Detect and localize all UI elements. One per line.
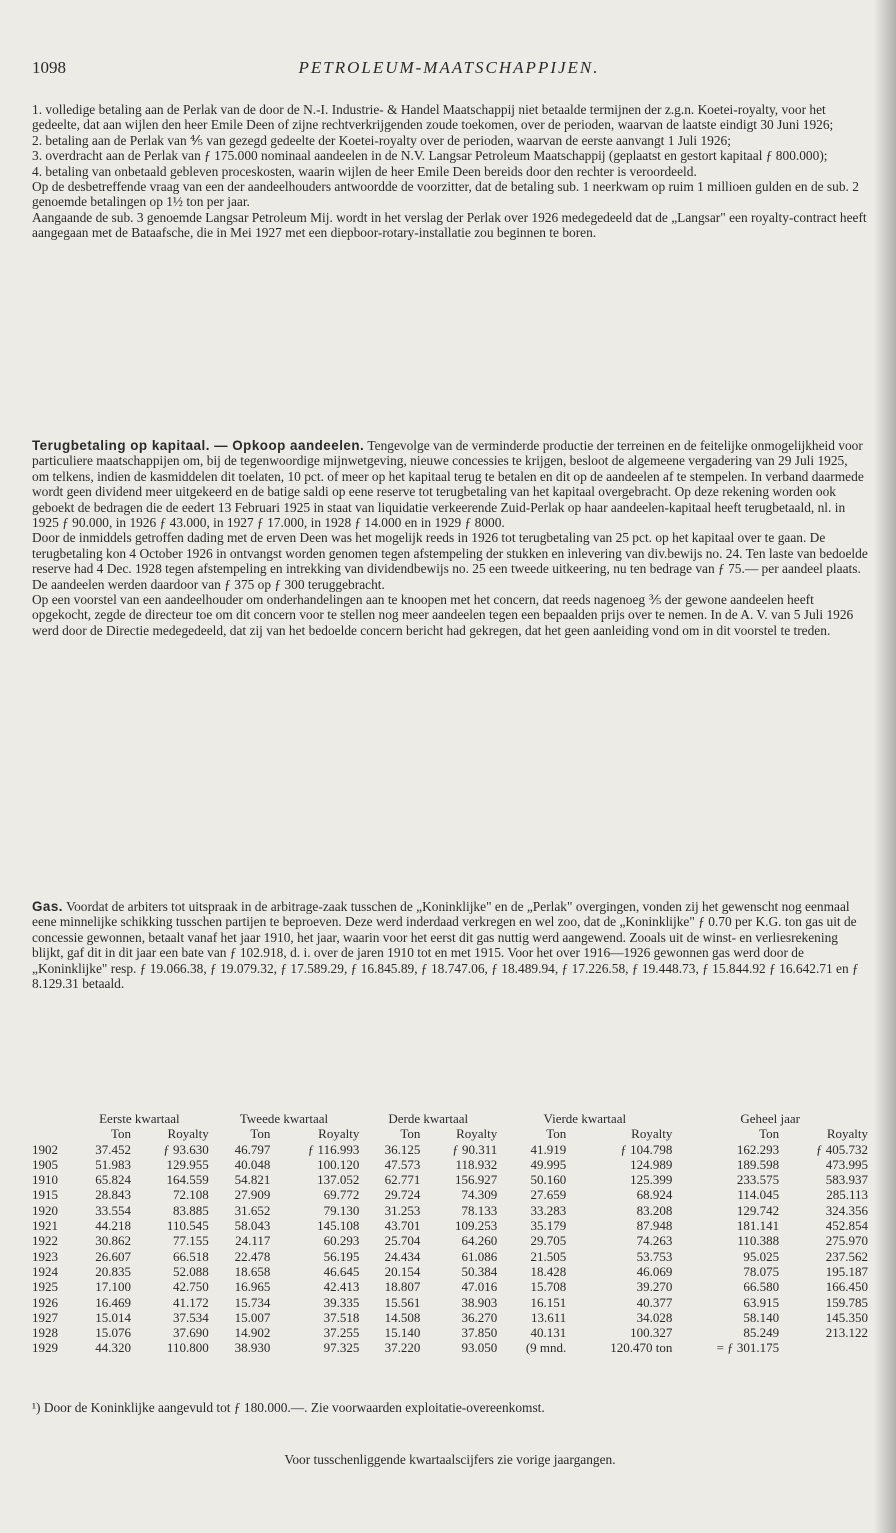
table-cell: 87.948 xyxy=(636,1218,673,1234)
table-sub-header-row xyxy=(32,1126,868,1141)
table-cell: 21.505 xyxy=(530,1248,567,1264)
table-cell: 22.478 xyxy=(234,1248,271,1264)
year-cell: 1922 xyxy=(32,1233,58,1249)
table-row xyxy=(32,1142,868,1157)
table-cell: 24.117 xyxy=(235,1233,271,1249)
table-cell: 36.270 xyxy=(461,1309,498,1325)
table-cell: 64.260 xyxy=(461,1233,498,1249)
footnote-2: Voor tusschenliggende kwartaalscijfers zie vorige jaargangen. xyxy=(284,1452,616,1467)
intro-item-2: 2. betaling aan de Perlak van ⅘ van gezegd gedeelte der Koetei-royalty over de perioden, waarvan de eerste aanvangt 1 Juli 1926; xyxy=(32,132,731,148)
table-cell: 195.187 xyxy=(825,1263,868,1279)
year-cell: 1928 xyxy=(32,1325,58,1341)
table-cell: 69.772 xyxy=(323,1187,360,1203)
table-row xyxy=(32,1157,868,1172)
table-cell: 85.249 xyxy=(743,1325,780,1341)
table-cell: 159.785 xyxy=(825,1294,868,1310)
table-row xyxy=(32,1203,868,1218)
page-title: PETROLEUM-MAATSCHAPPIJEN. xyxy=(298,58,600,77)
table-cell: 74.263 xyxy=(636,1233,673,1249)
table-cell: 54.821 xyxy=(234,1172,271,1188)
table-cell: 118.932 xyxy=(455,1156,498,1172)
table-cell: 452.854 xyxy=(825,1218,868,1234)
terugbetaling-paragraph-1 xyxy=(32,438,868,530)
year-cell: 1925 xyxy=(32,1279,58,1295)
group-header: Derde kwartaal xyxy=(388,1111,469,1126)
year-cell: 1924 xyxy=(32,1263,58,1279)
table-cell: 15.561 xyxy=(384,1294,421,1310)
table-cell: 43.701 xyxy=(384,1218,421,1234)
table-cell: 18.428 xyxy=(530,1263,567,1279)
terugbetaling-paragraph-2: Door de inmiddels getroffen dading met de erven Deen was het mogelijk reeds in 1926 tot terugbetaling van 25 pct. op het kapitaal over te gaan. De terugbetaling kon 4 October 1926 in ontvangst worden genomen tegen afstempeling der stukken en inlevering van div.bewijs no. 24. Ten laste van bedoelde reserve had 4 Dec. 1928 tegen afstempeling en intrekking van dividendbewijs no. 25 een tweede uitkeering, nu ten bedrage van ƒ 75.— per aandeel plaats. De aandeelen werden daardoor van ƒ 375 op ƒ 300 teruggebracht. xyxy=(32,530,868,592)
table-cell: 62.771 xyxy=(384,1172,421,1188)
table-cell: 14.508 xyxy=(384,1309,421,1325)
table-cell: 275.970 xyxy=(825,1233,868,1249)
footnote-1: ¹) Door de Koninklijke aangevuld tot ƒ 180.000.—. Zie voorwaarden exploitatie-overeenkomst. xyxy=(32,1400,545,1415)
table-cell: 33.283 xyxy=(530,1202,567,1218)
table-cell: 20.835 xyxy=(95,1263,132,1279)
table-cell: 15.014 xyxy=(95,1309,132,1325)
table-cell: 16.965 xyxy=(234,1279,271,1295)
table-cell: 53.753 xyxy=(636,1248,673,1264)
table-cell: = ƒ 301.175 xyxy=(716,1340,780,1356)
table-cell: 137.052 xyxy=(317,1172,360,1188)
table-cell: 15.734 xyxy=(234,1294,271,1310)
table-cell: 58.043 xyxy=(234,1218,271,1234)
royalty-table xyxy=(32,1111,868,1356)
table-cell: 110.545 xyxy=(166,1218,209,1234)
table-group-header-row xyxy=(32,1111,868,1126)
table-cell: 31.253 xyxy=(384,1202,421,1218)
table-cell: 145.350 xyxy=(825,1309,868,1325)
table-cell: ƒ 405.732 xyxy=(816,1141,868,1157)
table-cell: 61.086 xyxy=(461,1248,498,1264)
table-cell: 36.125 xyxy=(384,1141,421,1157)
table-cell: 74.309 xyxy=(461,1187,498,1203)
year-cell: 1902 xyxy=(32,1141,58,1157)
table-cell: 47.573 xyxy=(384,1156,421,1172)
table-cell: 324.356 xyxy=(825,1202,868,1218)
table-cell: 37.534 xyxy=(172,1309,209,1325)
gas-lead: Voordat de arbiters tot uitspraak in de arbitrage-zaak tusschen de „Koninklijke" en de „Perlak" overgingen, vonden zij het gewenscht nog eenmaal eene minnelijke schikking tusschen partijen te beproeven. Deze werd inderdaad verkregen en wel zoo, dat de „Koninklijke" ƒ 0.70 per K.G. ton gas uit de concessie gewonnen, betaalt vanaf het jaar 1910, het jaar, waarin voor het eerst dit gas nuttig werd aangewend. Zooals uit de winst- en verliesrekening blijkt, gaf dit in dit jaar een bate van ƒ 102.918, d. i. over de jaren 1910 tot en met 1915. Voor het over 1916—1926 gewonnen gas werd door de „Koninklijke" resp. ƒ 19.066.38, ƒ 19.079.32, ƒ 17.589.29, ƒ 16.845.89, ƒ 18.747.06, ƒ 18.489.94, ƒ 17.226.58, ƒ 19.448.73, ƒ 15.844.92 ƒ 16.642.71 en ƒ 8.129.31 betaald. xyxy=(32,899,859,992)
table-cell: 120.470 ton xyxy=(610,1340,673,1356)
page-edge-shadow xyxy=(874,0,896,1533)
table-cell: ƒ 93.630 xyxy=(163,1141,209,1157)
table-row xyxy=(32,1295,868,1310)
table-cell: (9 mnd. xyxy=(525,1340,567,1356)
table-cell: 164.559 xyxy=(166,1172,209,1188)
year-cell: 1915 xyxy=(32,1187,58,1203)
table-row xyxy=(32,1325,868,1340)
year-cell: 1927 xyxy=(32,1309,58,1325)
sub-header: Ton xyxy=(759,1126,780,1142)
intro-section xyxy=(32,102,868,241)
table-cell: 78.133 xyxy=(461,1202,498,1218)
table-cell: 50.384 xyxy=(461,1263,498,1279)
year-cell: 1905 xyxy=(32,1156,58,1172)
table-cell: 31.652 xyxy=(234,1202,271,1218)
year-cell: 1923 xyxy=(32,1248,58,1264)
table-cell: 237.562 xyxy=(825,1248,868,1264)
sub-header: Royalty xyxy=(826,1126,868,1142)
table-cell: 13.611 xyxy=(531,1309,567,1325)
intro-item-3: 3. overdracht aan de Perlak van ƒ 175.000 nominaal aandeelen in de N.V. Langsar Petroleum Maatschappij (geplaatst en gestort kapitaal ƒ 800.000); xyxy=(32,148,828,164)
group-header: Tweede kwartaal xyxy=(239,1111,329,1126)
page-header xyxy=(32,60,866,80)
gas-heading: Gas. xyxy=(32,899,64,914)
intro-item-4: 4. betaling van onbetaald gebleven proceskosten, waarin wijlen de heer Emile Deen bereids door den rechter is veroordeeld. xyxy=(32,163,697,179)
table-cell: 37.452 xyxy=(95,1141,132,1157)
year-cell: 1910 xyxy=(32,1172,58,1188)
table-cell: 18.807 xyxy=(384,1279,421,1295)
sub-header: Ton xyxy=(250,1126,271,1142)
table-cell: 15.708 xyxy=(530,1279,567,1295)
table-body xyxy=(32,1142,868,1356)
table-cell: 39.335 xyxy=(323,1294,360,1310)
table-cell: 213.122 xyxy=(825,1325,868,1341)
table-cell: 93.050 xyxy=(461,1340,498,1356)
table-cell: 18.658 xyxy=(234,1263,271,1279)
table-cell: 47.016 xyxy=(461,1279,498,1295)
table-cell: 41.172 xyxy=(172,1294,209,1310)
sub-header: Royalty xyxy=(456,1126,498,1142)
table-cell: 473.995 xyxy=(825,1156,868,1172)
table-cell: 33.554 xyxy=(95,1202,132,1218)
table-cell: 44.218 xyxy=(95,1218,132,1234)
table-cell: 46.797 xyxy=(234,1141,271,1157)
gas-paragraph xyxy=(32,899,868,991)
table-cell: 27.659 xyxy=(530,1187,567,1203)
sub-header: Ton xyxy=(546,1126,567,1142)
intro-item-1: 1. volledige betaling aan de Perlak van de door de N.-I. Industrie- & Handel Maatschappij niet betaalde termijnen der z.g.n. Koetei-royalty, voor het gedeelte, dat aan wijlen den heer Emile Deen of zijne rechtverkrijgenden zoude toekomen, over de perioden, waarvan de laatste eindigt 30 Juni 1926; xyxy=(32,102,834,133)
table-cell: 38.930 xyxy=(234,1340,271,1356)
table-cell: 16.469 xyxy=(95,1294,132,1310)
table-cell: 56.195 xyxy=(323,1248,360,1264)
table-row xyxy=(32,1187,868,1202)
table-cell: 34.028 xyxy=(636,1309,673,1325)
table-cell: 100.120 xyxy=(317,1156,360,1172)
table-cell: 42.413 xyxy=(323,1279,360,1295)
year-cell: 1929 xyxy=(32,1340,58,1356)
table-cell: 83.208 xyxy=(636,1202,673,1218)
gas-section xyxy=(32,899,868,991)
group-header: Geheel jaar xyxy=(740,1111,800,1126)
table-cell: 181.141 xyxy=(736,1218,780,1234)
table-row xyxy=(32,1249,868,1264)
table-cell: 49.995 xyxy=(530,1156,567,1172)
table-cell: 27.909 xyxy=(234,1187,271,1203)
table-cell: ƒ 116.993 xyxy=(307,1141,360,1157)
intro-paragraph-6: Aangaande de sub. 3 genoemde Langsar Petroleum Mij. wordt in het verslag der Perlak over 1926 medegedeeld dat de „Langsar" een royalty-contract heeft aangegaan met de Bataafsche, die in Mei 1927 met een diepboor-rotary-installatie zou beginnen te boren. xyxy=(32,209,867,241)
table-cell: 52.088 xyxy=(172,1263,209,1279)
table-cell: 95.025 xyxy=(743,1248,780,1264)
table-cell: 125.399 xyxy=(630,1172,673,1188)
table-cell: 145.108 xyxy=(317,1218,360,1234)
table-cell: 40.377 xyxy=(636,1294,673,1310)
group-header: Eerste kwartaal xyxy=(99,1111,180,1126)
sub-header: Royalty xyxy=(631,1126,673,1142)
table-cell: 40.131 xyxy=(530,1325,567,1341)
table-cell: 68.924 xyxy=(636,1187,673,1203)
intro-paragraph-5: Op de desbetreffende vraag van een der aandeelhouders antwoordde de voorzitter, dat de betaling sub. 1 neerkwam op ruim 1 millioen gulden en de sub. 2 genoemde betalingen op 1½ ton per jaar. xyxy=(32,179,859,210)
table-cell: 60.293 xyxy=(323,1233,360,1249)
table-cell: 79.130 xyxy=(323,1202,360,1218)
table-cell: 26.607 xyxy=(95,1248,132,1264)
sub-header: Royalty xyxy=(318,1126,360,1142)
table-row xyxy=(32,1218,868,1233)
table-cell: 39.270 xyxy=(636,1279,673,1295)
table-cell: 29.705 xyxy=(530,1233,567,1249)
table-cell: 129.742 xyxy=(736,1202,780,1218)
table-cell: 162.293 xyxy=(736,1141,780,1157)
table-cell: 110.388 xyxy=(737,1233,780,1249)
table-cell: 58.140 xyxy=(743,1309,780,1325)
sub-header: Royalty xyxy=(167,1126,209,1142)
terugbetaling-paragraph-3: Op een voorstel van een aandeelhouder om onderhandelingen aan te knoopen met het concern, dat reeds nagenoeg ⅗ der gewone aandeelen heeft opgekocht, zegde de directeur toe om dit concern voor te stellen nog meer aandeelen tegen een bepaalden prijs over te nemen. In de A. V. van 5 Juli 1926 werd door de Directie medegedeeld, dat zij van het bedoelde concern bericht had gekregen, dat het geen aanleiding vond om in dit voorstel te treden. xyxy=(32,592,854,638)
table-row xyxy=(32,1310,868,1325)
table-cell: 66.518 xyxy=(172,1248,209,1264)
table-cell: 72.108 xyxy=(172,1187,209,1203)
table-cell: 166.450 xyxy=(825,1279,868,1295)
table-cell: ƒ 90.311 xyxy=(452,1141,498,1157)
table-cell: 37.255 xyxy=(323,1325,360,1341)
year-cell: 1926 xyxy=(32,1294,58,1310)
table-cell: 28.843 xyxy=(95,1187,132,1203)
table-cell: 35.179 xyxy=(530,1218,567,1234)
table-cell: 109.253 xyxy=(454,1218,498,1234)
table-cell: 129.955 xyxy=(166,1156,209,1172)
terugbetaling-lead: Tengevolge van de verminderde productie der terreinen en de feitelijke onmogelijkheid voor particuliere maatschappijen om, bij de tegenwoordige mijnwetgeving, nieuwe concessies te krijgen, besloot de algemeene vergadering van 29 Juli 1925, om telkens, indien de kasmiddelen dit toelaten, 10 pct. of meer op het kapitaal terug te betalen en dit op de aandeelen af te stempelen. In verband daarmede wordt geen dividend meer uitgekeerd en de batige saldi op eene reserve tot terugbetaling van het kapitaal overgebracht. Op deze rekening worden ook geboekt de bedragen die de eedert 13 Februari 1925 in staat van liquidatie verkeerende Zuid-Perlak op haar aandeelen-kapitaal heeft terugbetaald, nl. in 1925 ƒ 90.000, in 1926 ƒ 43.000, in 1927 ƒ 17.000, in 1928 ƒ 14.000 en in 1929 ƒ 8000. xyxy=(32,438,864,531)
table-cell: 51.983 xyxy=(95,1156,132,1172)
table-cell: 37.850 xyxy=(461,1325,498,1341)
table-cell: 41.919 xyxy=(530,1141,567,1157)
table-cell: 66.580 xyxy=(743,1279,780,1295)
table-row xyxy=(32,1340,868,1355)
table-cell: 37.690 xyxy=(172,1325,209,1341)
table-cell: 46.645 xyxy=(323,1263,360,1279)
sub-header: Ton xyxy=(110,1126,132,1142)
table-cell: 15.140 xyxy=(384,1325,421,1341)
table-row xyxy=(32,1172,868,1187)
table-cell: 15.007 xyxy=(234,1309,271,1325)
table-cell: 114.045 xyxy=(737,1187,780,1203)
table-cell: 189.598 xyxy=(736,1156,780,1172)
table-cell: 20.154 xyxy=(384,1263,421,1279)
table-row xyxy=(32,1233,868,1248)
year-cell: 1920 xyxy=(32,1202,58,1218)
table-cell: 110.800 xyxy=(166,1340,209,1356)
table-cell: 24.434 xyxy=(384,1248,421,1264)
table-cell: 15.076 xyxy=(95,1325,132,1341)
table-row xyxy=(32,1264,868,1279)
table-cell: 38.903 xyxy=(461,1294,498,1310)
table-cell: 233.575 xyxy=(736,1172,780,1188)
table-cell: 50.160 xyxy=(530,1172,567,1188)
table-cell: 78.075 xyxy=(743,1263,780,1279)
table-cell: 124.989 xyxy=(630,1156,673,1172)
terugbetaling-heading: Terugbetaling op kapitaal. — Opkoop aandeelen. xyxy=(32,438,365,453)
terugbetaling-section xyxy=(32,438,868,638)
table-cell: 583.937 xyxy=(825,1172,868,1188)
table-cell: 65.824 xyxy=(95,1172,132,1188)
table-cell: 14.902 xyxy=(234,1325,271,1341)
page-number: 1098 xyxy=(32,58,66,77)
table-cell: 46.069 xyxy=(636,1263,673,1279)
table-cell: 83.885 xyxy=(172,1202,209,1218)
table-cell: 97.325 xyxy=(323,1340,360,1356)
year-cell: 1921 xyxy=(32,1218,58,1234)
table-cell: 30.862 xyxy=(95,1233,132,1249)
table-cell: 37.518 xyxy=(323,1309,360,1325)
table-cell: 37.220 xyxy=(384,1340,421,1356)
table-cell: 17.100 xyxy=(95,1279,132,1295)
table-cell: 42.750 xyxy=(172,1279,209,1295)
table-cell: 77.155 xyxy=(172,1233,209,1249)
table-cell: 40.048 xyxy=(234,1156,271,1172)
table-cell: 44.320 xyxy=(95,1340,132,1356)
table-cell: ƒ 104.798 xyxy=(620,1141,673,1157)
table-cell: 29.724 xyxy=(384,1187,421,1203)
table-cell: 100.327 xyxy=(630,1325,673,1341)
group-header: Vierde kwartaal xyxy=(543,1111,627,1126)
sub-header: Ton xyxy=(400,1126,421,1142)
table-cell: 156.927 xyxy=(454,1172,498,1188)
table-cell: 25.704 xyxy=(384,1233,421,1249)
table-cell: 285.113 xyxy=(826,1187,868,1203)
table-row xyxy=(32,1279,868,1294)
table-cell: 63.915 xyxy=(743,1294,780,1310)
table-cell xyxy=(779,1340,868,1355)
table-cell: 16.151 xyxy=(530,1294,567,1310)
